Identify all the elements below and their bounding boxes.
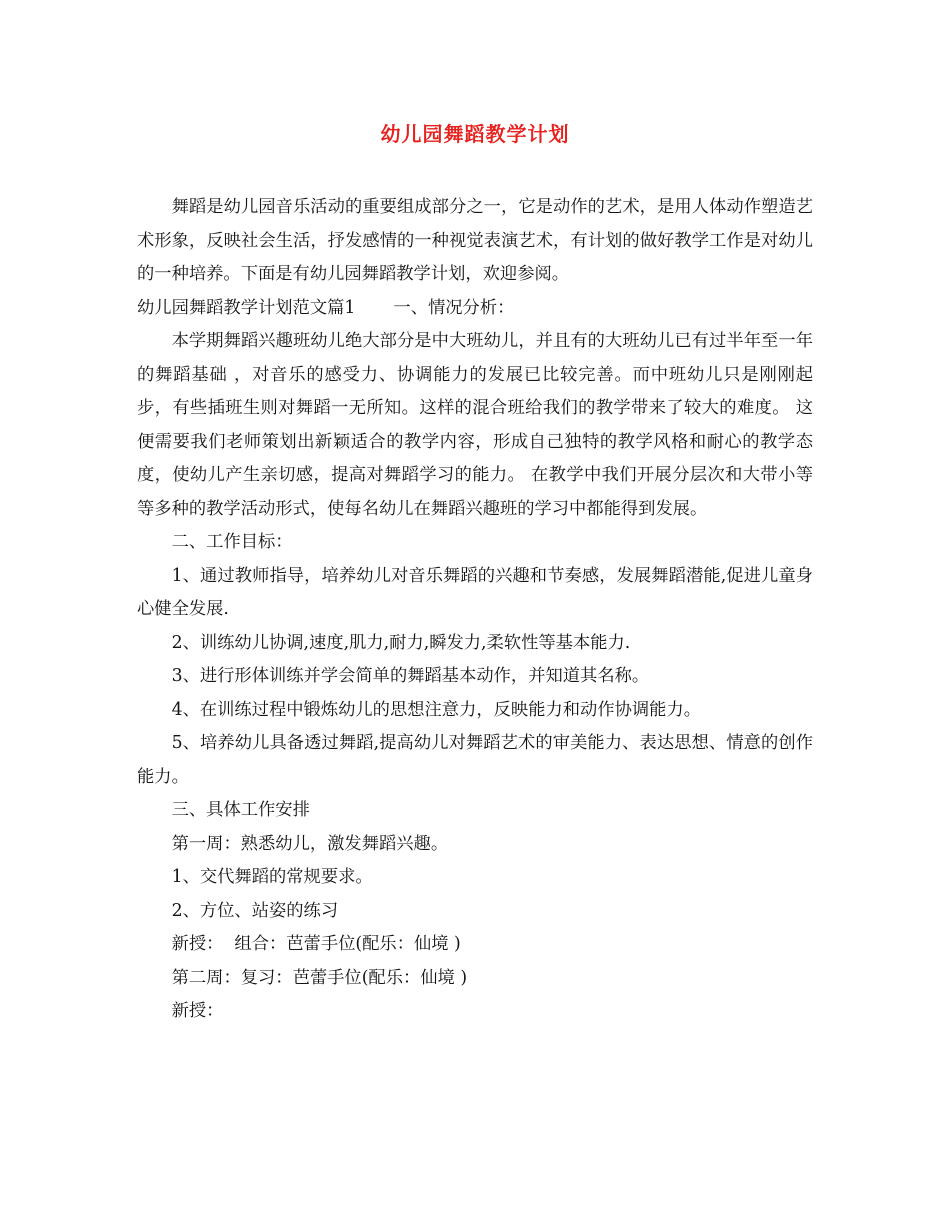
section-heading-schedule: 三、具体工作安排 (171, 800, 310, 820)
goal-item: 4、在训练过程中锻炼幼儿的思想注意力，反映能力和动作协调能力。 (171, 699, 702, 720)
section-heading-goals: 二、工作目标： (171, 532, 293, 552)
schedule-item: 1、交代舞蹈的常规要求。 (171, 867, 373, 887)
schedule-item: 第一周：熟悉幼儿，激发舞蹈兴趣。 (171, 833, 449, 854)
schedule-item: 第二周：复习：芭蕾手位(配乐：仙境 ) (171, 967, 468, 988)
goal-item: 1、通过教师指导，培养幼儿对音乐舞蹈的兴趣和节奏感，发展舞蹈潜能,促进儿童身心健全发展. (137, 565, 813, 619)
section-label-line (137, 292, 813, 326)
schedule-item: 2、方位、站姿的练习 (171, 900, 339, 921)
document-title: 幼儿园舞蹈教学计划 (380, 122, 570, 146)
analysis-paragraph: 本学期舞蹈兴趣班幼儿绝大部分是中大班幼儿，并且有的大班幼儿已有过半年至一年的舞蹈基础 ，对音乐的感受力、协调能力的发展已比较完善。而中班幼儿只是刚刚起步，有些插班生则对舞蹈一无所知。这样的混合班给我们的教学带来了较大的难度。 这便需要我们老师策划出新颖适合的教学内容，形成自己独特的教学风格和耐心的教学态度，使幼儿产生亲切感，提高对舞蹈学习的能力。 在教学中我们开展分层次和大带小等等多种的教学活动形式，使每名幼儿在舞蹈兴趣班的学习中都能得到发展。 (137, 331, 813, 519)
goal-item: 3、进行形体训练并学会简单的舞蹈基本动作，并知道其名称。 (171, 666, 650, 686)
goal-item: 5、培养幼儿具备透过舞蹈,提高幼儿对舞蹈艺术的审美能力、表达思想、情意的创作能力。 (137, 733, 813, 787)
schedule-item: 新授： (171, 1001, 224, 1021)
schedule-item: 新授： 组合：芭蕾手位(配乐：仙境 ) (171, 934, 461, 954)
section-heading-analysis: 一、情况分析： (393, 297, 515, 318)
goal-item: 2、训练幼儿协调,速度,肌力,耐力,瞬发力,柔软性等基本能力. (171, 632, 631, 653)
document-body (137, 191, 813, 1029)
section-label: 幼儿园舞蹈教学计划范文篇1 (137, 297, 356, 318)
intro-paragraph: 舞蹈是幼儿园音乐活动的重要组成部分之一，它是动作的艺术，是用人体动作塑造艺术形象，反映社会生活，抒发感情的一种视觉表演艺术，有计划的做好教学工作是对幼儿的一种培养。下面是有幼儿园舞蹈教学计划，欢迎参阅。 (137, 197, 813, 284)
